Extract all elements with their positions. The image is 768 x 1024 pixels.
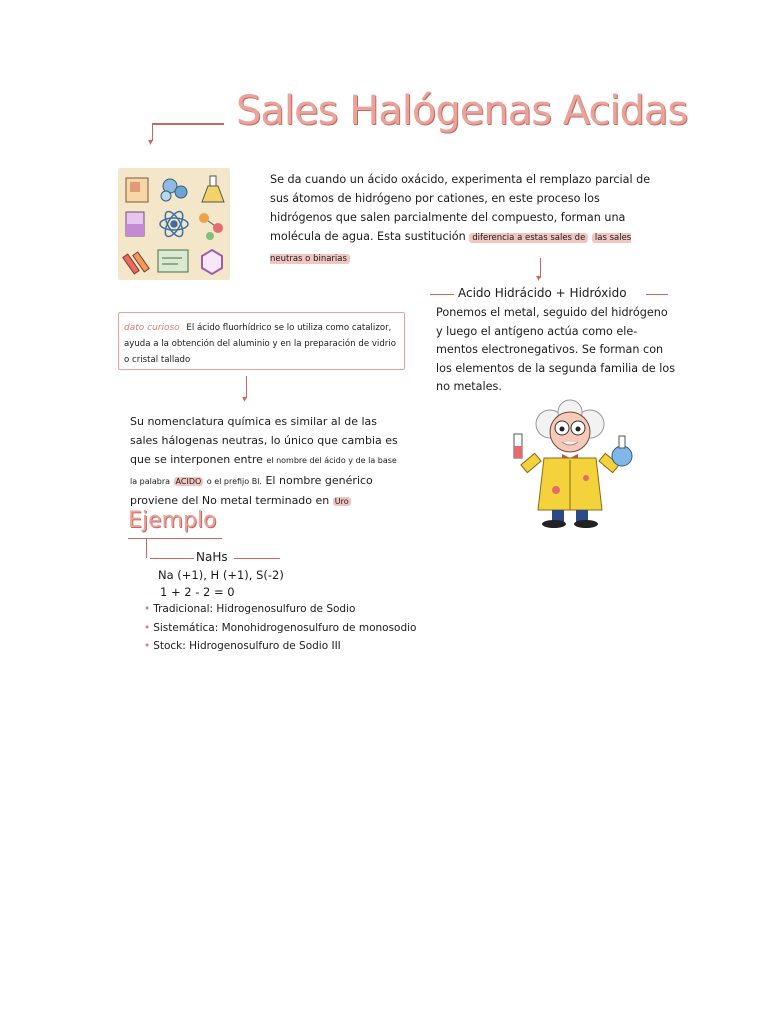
nomenclature-line-3	[130, 450, 466, 470]
example-formula: NaHs	[196, 550, 228, 564]
nomenclature-line-4c: El nombre genérico	[265, 473, 373, 487]
test-tube-icon	[123, 252, 149, 274]
tradicional-value: Hidrogenosulfuro de Sodio	[216, 603, 356, 615]
scientist-icon	[504, 398, 636, 530]
uro-highlight: Uro	[334, 496, 349, 506]
example-underline	[128, 538, 222, 539]
formula-heading: Acido Hidrácido + Hidróxido	[458, 286, 627, 300]
curious-fact	[124, 320, 400, 368]
nomenclature-line-4b: o el prefijo Bl.	[206, 476, 262, 486]
chemistry-icons-grid	[118, 168, 230, 280]
example-charges: Na (+1), H (+1), S(-2)	[158, 568, 284, 582]
nomenclature-line-5a: proviene del No metal terminado en	[130, 493, 330, 507]
intro-paragraph	[270, 170, 662, 269]
intro-highlight-b: las sales neutras o binarias	[270, 233, 632, 264]
flask-icon	[202, 176, 224, 202]
nomenclature-line-1: Su nomenclatura química es similar al de las	[130, 415, 378, 428]
example-stock	[144, 640, 341, 652]
formula-board-icon	[158, 250, 188, 272]
nomenclature-line-3a: que se interponen entre	[130, 453, 263, 467]
intro-highlight-a: diferencia a estas sales de	[469, 233, 588, 243]
formula-line-left	[150, 558, 194, 559]
nomenclature-paragraph	[130, 412, 466, 511]
scientist-illustration	[504, 398, 636, 530]
intro-text: Se da cuando un ácido oxácido, experimenta el remplazo parcial de sus átomos de hidrógeno por cationes, en este proceso los hidrógenos que salen parcialmente del compuesto, forman una molécula de agua. Esta sustitución	[270, 173, 651, 243]
beaker-icon	[126, 212, 144, 236]
acido-highlight: ACIDO	[175, 476, 202, 486]
example-title: Ejemplo	[128, 508, 217, 533]
example-tradicional	[144, 603, 355, 615]
stock-label: Stock:	[153, 640, 186, 652]
curious-fact-text: El ácido fluorhídrico se lo utiliza como catalizor, ayuda a la obtención del aluminio y en la preparación de vidrio o cristal tallado	[124, 323, 396, 365]
nomenclature-line-3b: el nombre del ácido y de la base	[266, 456, 397, 466]
page-title: Sales Halógenas Acidas	[236, 88, 688, 134]
nomenclature-line-4	[130, 471, 466, 491]
molecule-icon	[161, 179, 187, 201]
formula-rule-right	[646, 294, 668, 295]
atom-icon	[160, 209, 188, 239]
bullet-icon: •	[144, 603, 151, 615]
title-down-arrow: ▾	[148, 137, 154, 148]
periodic-element-icon	[126, 178, 148, 202]
bullet-icon: •	[144, 622, 151, 634]
example-sum: 1 + 2 - 2 = 0	[160, 585, 235, 599]
molecule-chain-icon	[199, 213, 223, 240]
formula-rule-left	[430, 294, 454, 295]
sistematica-value: Monohidrogenosulfuro de monosodio	[221, 622, 417, 634]
stock-value: Hidrogenosulfuro de Sodio III	[189, 640, 341, 652]
formula-line-right	[234, 558, 280, 559]
nomenclature-line-4a: la palabra	[130, 476, 171, 486]
formula-down-arrow: ▾	[536, 273, 542, 284]
title-left-rule	[152, 123, 224, 125]
tradicional-label: Tradicional:	[153, 603, 214, 615]
curious-fact-label: dato curioso	[124, 323, 180, 333]
example-bracket	[146, 538, 147, 558]
sistematica-label: Sistemática:	[153, 622, 219, 634]
hexagon-icon	[202, 250, 222, 274]
nomenclature-line-2: sales hálogenas neutras, lo único que cambia es	[130, 434, 398, 448]
example-sistematica	[144, 622, 416, 634]
formula-paragraph: Ponemos el metal, seguido del hidrógeno y luego el antígeno actúa como ele- mentos electronegativos. Se forman con los elementos de la segunda familia de los no metales.	[436, 306, 676, 394]
curious-down-arrow: ▾	[242, 394, 248, 405]
chemistry-icons-tile	[118, 168, 230, 280]
bullet-icon: •	[144, 640, 151, 652]
